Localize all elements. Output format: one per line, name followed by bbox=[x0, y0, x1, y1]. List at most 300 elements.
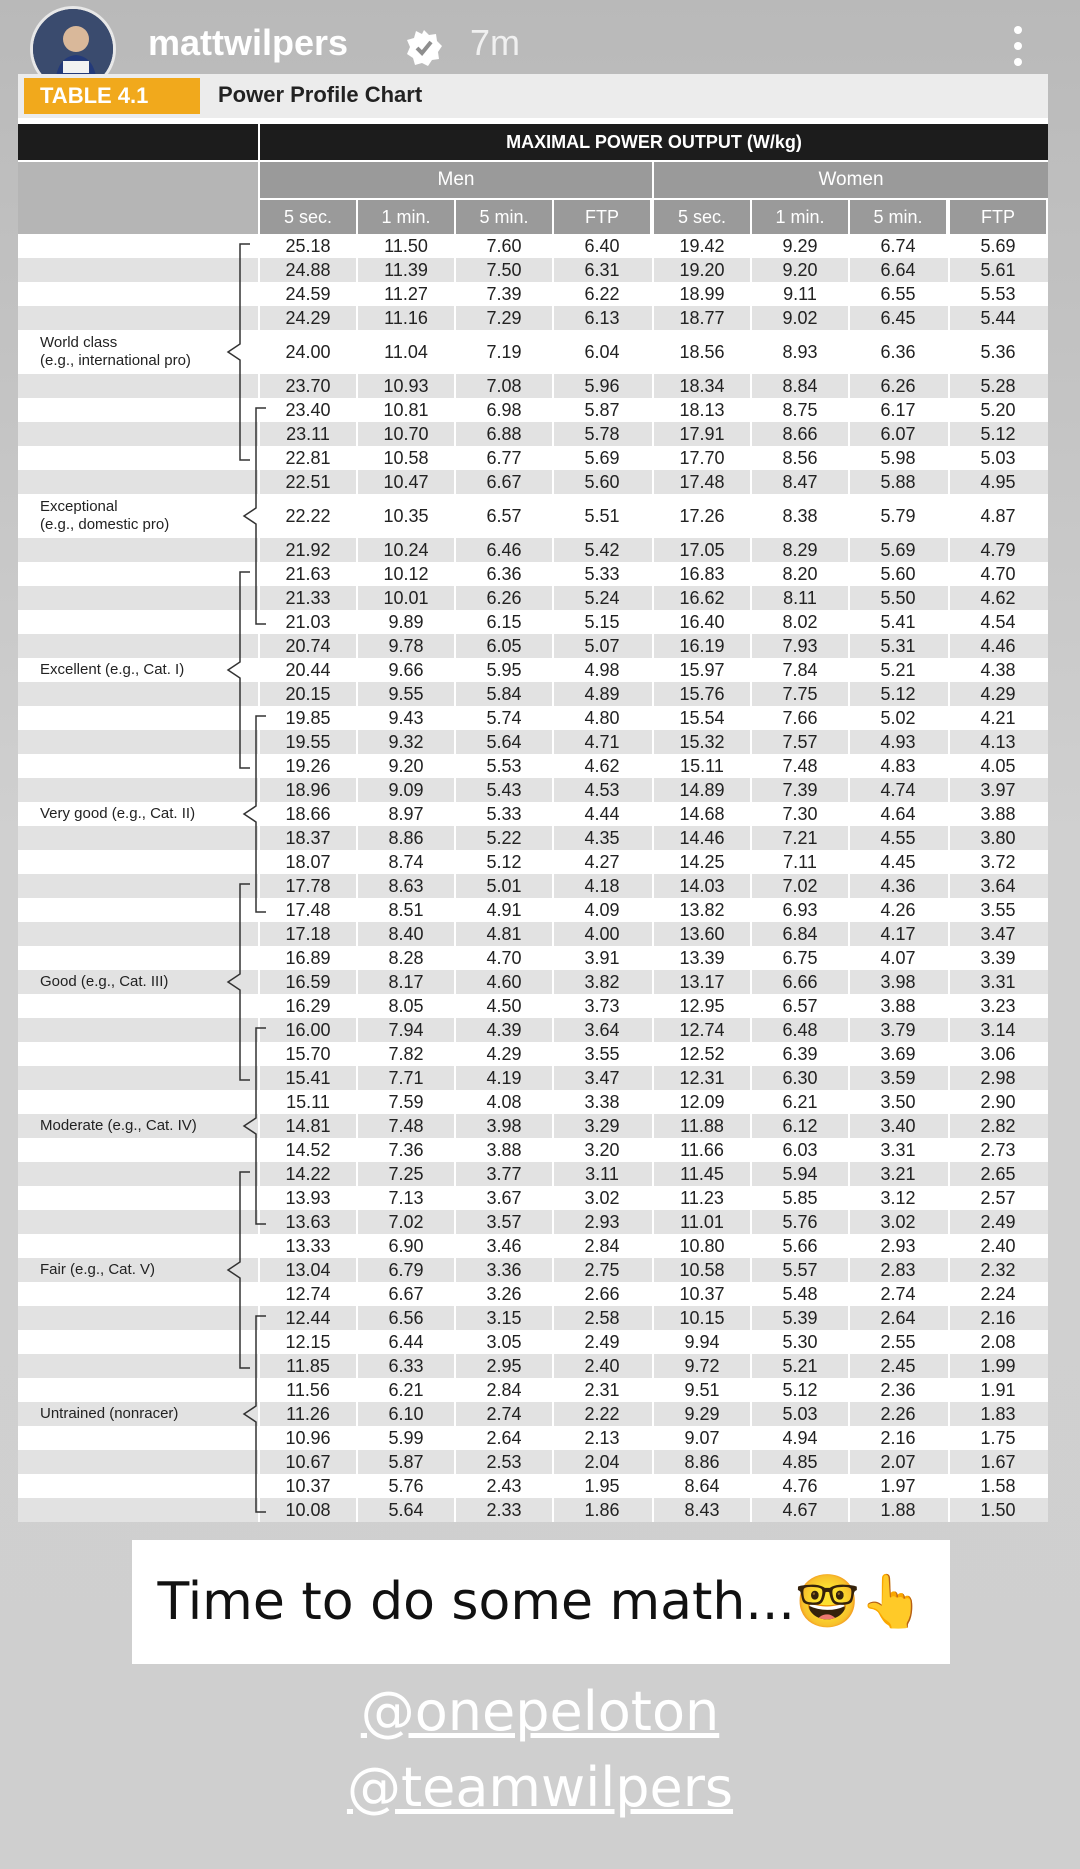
table-cell: 3.15 bbox=[486, 1307, 522, 1328]
table-cell: 4.98 bbox=[584, 659, 620, 680]
table-cell: 3.73 bbox=[584, 995, 620, 1016]
column-header: 5 sec. bbox=[654, 200, 750, 234]
table-cell: 2.82 bbox=[980, 1115, 1016, 1136]
table-cell: 2.74 bbox=[486, 1403, 522, 1424]
table-cell: 2.32 bbox=[980, 1259, 1016, 1280]
table-cell: 7.02 bbox=[388, 1211, 424, 1232]
table-cell: 5.41 bbox=[880, 611, 916, 632]
table-cell: 3.82 bbox=[584, 971, 620, 992]
table-cell: 14.46 bbox=[679, 827, 725, 848]
table-cell: 16.89 bbox=[285, 947, 331, 968]
table-cell: 1.50 bbox=[980, 1499, 1016, 1520]
table-cell: 1.97 bbox=[880, 1475, 916, 1496]
table-cell: 4.39 bbox=[486, 1019, 522, 1040]
table-cell: 3.20 bbox=[584, 1139, 620, 1160]
table-cell: 8.02 bbox=[782, 611, 818, 632]
table-cell: 4.19 bbox=[486, 1067, 522, 1088]
table-cell: 5.84 bbox=[486, 683, 522, 704]
table-cell: 7.57 bbox=[782, 731, 818, 752]
table-cell: 6.79 bbox=[388, 1259, 424, 1280]
category-bracket bbox=[244, 716, 266, 912]
table-cell: 19.85 bbox=[285, 707, 331, 728]
table-cell: 20.15 bbox=[285, 683, 331, 704]
table-cell: 6.30 bbox=[782, 1067, 818, 1088]
table-cell: 6.77 bbox=[486, 447, 522, 468]
table-cell: 4.08 bbox=[486, 1091, 522, 1112]
column-header: 1 min. bbox=[752, 200, 848, 234]
table-cell: 5.96 bbox=[584, 375, 620, 396]
table-cell: 12.31 bbox=[679, 1067, 725, 1088]
table-cell: 6.05 bbox=[486, 635, 522, 656]
table-cell: 3.67 bbox=[486, 1187, 522, 1208]
table-cell: 13.63 bbox=[285, 1211, 331, 1232]
table-cell: 18.66 bbox=[285, 803, 331, 824]
table-cell: 6.64 bbox=[880, 259, 916, 280]
table-cell: 6.10 bbox=[388, 1403, 424, 1424]
table-cell: 5.57 bbox=[782, 1259, 818, 1280]
table-cell: 4.62 bbox=[584, 755, 620, 776]
table-cell: 6.57 bbox=[486, 505, 522, 526]
table-cell: 18.37 bbox=[285, 827, 331, 848]
table-cell: 5.01 bbox=[486, 875, 522, 896]
table-cell: 15.32 bbox=[679, 731, 725, 752]
table-cell: 4.70 bbox=[486, 947, 522, 968]
table-cell: 2.24 bbox=[980, 1283, 1016, 1304]
table-cell: 6.13 bbox=[584, 307, 620, 328]
column-separator bbox=[552, 234, 554, 1522]
table-cell: 5.43 bbox=[486, 779, 522, 800]
category-label: Fair (e.g., Cat. V) bbox=[40, 1261, 156, 1278]
table-cell: 18.34 bbox=[679, 375, 725, 396]
table-cell: 9.78 bbox=[388, 635, 424, 656]
table-cell: 2.31 bbox=[584, 1379, 620, 1400]
table-cell: 10.08 bbox=[285, 1499, 331, 1520]
table-cell: 3.05 bbox=[486, 1331, 522, 1352]
table-cell: 2.73 bbox=[980, 1139, 1016, 1160]
table-cell: 5.12 bbox=[880, 683, 916, 704]
table-cell: 11.45 bbox=[680, 1163, 724, 1184]
table-cell: 17.70 bbox=[679, 447, 725, 468]
table-cell: 5.76 bbox=[388, 1475, 424, 1496]
table-cell: 4.64 bbox=[880, 803, 916, 824]
table-cell: 3.02 bbox=[880, 1211, 916, 1232]
table-cell: 8.64 bbox=[684, 1475, 720, 1496]
table-cell: 3.77 bbox=[486, 1163, 522, 1184]
table-cell: 3.11 bbox=[585, 1163, 619, 1184]
table-cell: 3.12 bbox=[880, 1187, 916, 1208]
table-cell: 3.38 bbox=[584, 1091, 620, 1112]
table-cell: 15.70 bbox=[285, 1043, 331, 1064]
mention-onepeloton[interactable]: @onepeloton bbox=[360, 1680, 720, 1743]
table-title: Power Profile Chart bbox=[218, 82, 423, 107]
table-cell: 4.87 bbox=[980, 505, 1016, 526]
table-cell: 3.29 bbox=[584, 1115, 620, 1136]
table-cell: 11.85 bbox=[286, 1355, 330, 1376]
table-cell: 5.64 bbox=[486, 731, 522, 752]
table-cell: 3.47 bbox=[980, 923, 1016, 944]
table-cell: 4.94 bbox=[782, 1427, 818, 1448]
table-cell: 2.74 bbox=[880, 1283, 916, 1304]
table-cell: 10.58 bbox=[383, 447, 429, 468]
table-cell: 6.15 bbox=[486, 611, 522, 632]
table-cell: 7.39 bbox=[782, 779, 818, 800]
table-cell: 3.91 bbox=[584, 947, 620, 968]
table-cell: 6.17 bbox=[880, 399, 916, 420]
mention-teamwilpers[interactable]: @teamwilpers bbox=[346, 1756, 734, 1819]
table-cell: 5.79 bbox=[880, 505, 916, 526]
table-cell: 6.21 bbox=[782, 1091, 818, 1112]
table-cell: 4.18 bbox=[584, 875, 620, 896]
table-cell: 4.00 bbox=[584, 923, 620, 944]
table-cell: 8.93 bbox=[782, 341, 818, 362]
table-cell: 2.04 bbox=[584, 1451, 620, 1472]
main-header: MAXIMAL POWER OUTPUT (W/kg) bbox=[260, 124, 1048, 160]
table-cell: 11.50 bbox=[384, 235, 428, 256]
table-cell: 5.87 bbox=[388, 1451, 424, 1472]
table-cell: 6.67 bbox=[486, 471, 522, 492]
table-cell: 21.33 bbox=[285, 587, 331, 608]
table-cell: 6.40 bbox=[584, 235, 620, 256]
table-cell: 7.08 bbox=[486, 375, 522, 396]
table-cell: 9.43 bbox=[388, 707, 424, 728]
table-cell: 6.12 bbox=[782, 1115, 818, 1136]
table-cell: 5.02 bbox=[880, 707, 916, 728]
table-cell: 5.69 bbox=[584, 447, 620, 468]
table-cell: 2.93 bbox=[880, 1235, 916, 1256]
table-cell: 6.33 bbox=[388, 1355, 424, 1376]
table-cell: 4.71 bbox=[584, 731, 620, 752]
table-cell: 18.77 bbox=[679, 307, 725, 328]
table-cell: 8.66 bbox=[782, 423, 818, 444]
table-cell: 5.53 bbox=[980, 283, 1016, 304]
table-cell: 16.40 bbox=[679, 611, 725, 632]
table-cell: 23.40 bbox=[285, 399, 331, 420]
category-label: Untrained (nonracer) bbox=[40, 1405, 179, 1422]
table-cell: 12.74 bbox=[679, 1019, 725, 1040]
table-cell: 8.75 bbox=[782, 399, 818, 420]
table-cell: 5.21 bbox=[880, 659, 916, 680]
table-cell: 1.88 bbox=[880, 1499, 916, 1520]
table-cell: 8.17 bbox=[388, 971, 424, 992]
table-cell: 9.29 bbox=[684, 1403, 720, 1424]
table-cell: 8.74 bbox=[388, 851, 424, 872]
table-cell: 3.36 bbox=[486, 1259, 522, 1280]
table-cell: 4.55 bbox=[880, 827, 916, 848]
table-cell: 7.30 bbox=[782, 803, 818, 824]
table-cell: 7.59 bbox=[388, 1091, 424, 1112]
table-cell: 4.46 bbox=[980, 635, 1016, 656]
table-cell: 10.70 bbox=[383, 423, 429, 444]
table-cell: 10.96 bbox=[285, 1427, 331, 1448]
table-cell: 7.25 bbox=[388, 1163, 424, 1184]
table-cell: 21.03 bbox=[285, 611, 331, 632]
table-cell: 4.27 bbox=[584, 851, 620, 872]
more-options-icon[interactable] bbox=[1000, 22, 1036, 70]
table-cell: 15.11 bbox=[286, 1091, 330, 1112]
table-cell: 7.75 bbox=[782, 683, 818, 704]
table-cell: 2.40 bbox=[584, 1355, 620, 1376]
table-cell: 7.94 bbox=[388, 1019, 424, 1040]
table-cell: 7.13 bbox=[388, 1187, 424, 1208]
table-cell: 18.99 bbox=[679, 283, 725, 304]
table-cell: 16.19 bbox=[679, 635, 725, 656]
table-cell: 7.66 bbox=[782, 707, 818, 728]
table-cell: 11.88 bbox=[680, 1115, 724, 1136]
table-cell: 6.26 bbox=[486, 587, 522, 608]
table-cell: 9.09 bbox=[388, 779, 424, 800]
table-cell: 16.00 bbox=[285, 1019, 331, 1040]
table-cell: 4.13 bbox=[980, 731, 1016, 752]
table-cell: 9.55 bbox=[388, 683, 424, 704]
category-label: Excellent (e.g., Cat. I) bbox=[40, 661, 185, 678]
table-cell: 3.14 bbox=[980, 1019, 1016, 1040]
verified-badge-icon bbox=[404, 28, 444, 68]
table-cell: 5.69 bbox=[880, 539, 916, 560]
table-cell: 8.47 bbox=[782, 471, 818, 492]
table-cell: 5.42 bbox=[584, 539, 620, 560]
table-cell: 2.36 bbox=[880, 1379, 916, 1400]
table-cell: 10.35 bbox=[383, 505, 429, 526]
table-cell: 5.95 bbox=[486, 659, 522, 680]
group-header-men: Men bbox=[260, 162, 652, 198]
table-cell: 10.37 bbox=[679, 1283, 725, 1304]
table-cell: 2.57 bbox=[980, 1187, 1016, 1208]
table-cell: 22.81 bbox=[285, 447, 331, 468]
table-cell: 6.74 bbox=[880, 235, 916, 256]
category-bracket bbox=[244, 1028, 266, 1224]
table-cell: 7.82 bbox=[388, 1043, 424, 1064]
table-cell: 2.66 bbox=[584, 1283, 620, 1304]
table-cell: 5.48 bbox=[782, 1283, 818, 1304]
table-cell: 6.88 bbox=[486, 423, 522, 444]
table-cell: 6.56 bbox=[388, 1307, 424, 1328]
table-cell: 22.51 bbox=[285, 471, 331, 492]
table-cell: 4.79 bbox=[980, 539, 1016, 560]
table-cell: 10.67 bbox=[285, 1451, 331, 1472]
table-cell: 11.66 bbox=[680, 1139, 724, 1160]
column-header: 5 min. bbox=[850, 200, 946, 234]
table-cell: 1.95 bbox=[584, 1475, 620, 1496]
table-cell: 10.81 bbox=[383, 399, 429, 420]
table-cell: 4.81 bbox=[486, 923, 522, 944]
column-separator bbox=[750, 234, 752, 1522]
table-cell: 14.03 bbox=[679, 875, 725, 896]
table-cell: 4.95 bbox=[980, 471, 1016, 492]
table-cell: 1.67 bbox=[980, 1451, 1016, 1472]
table-cell: 6.21 bbox=[388, 1379, 424, 1400]
table-cell: 4.45 bbox=[880, 851, 916, 872]
table-cell: 5.85 bbox=[782, 1187, 818, 1208]
table-cell: 5.94 bbox=[782, 1163, 818, 1184]
column-header: 5 min. bbox=[456, 200, 552, 234]
table-cell: 2.75 bbox=[584, 1259, 620, 1280]
table-cell: 7.11 bbox=[783, 851, 817, 872]
table-cell: 9.20 bbox=[782, 259, 818, 280]
table-cell: 8.20 bbox=[782, 563, 818, 584]
table-cell: 2.65 bbox=[980, 1163, 1016, 1184]
table-cell: 12.09 bbox=[679, 1091, 725, 1112]
table-cell: 19.20 bbox=[679, 259, 725, 280]
table-cell: 6.45 bbox=[880, 307, 916, 328]
table-cell: 7.48 bbox=[388, 1115, 424, 1136]
table-cell: 8.63 bbox=[388, 875, 424, 896]
table-cell: 4.53 bbox=[584, 779, 620, 800]
table-cell: 5.36 bbox=[980, 341, 1016, 362]
story-caption: Time to do some math...🤓👆 bbox=[132, 1540, 950, 1664]
table-cell: 11.23 bbox=[680, 1187, 724, 1208]
power-profile-chart-image bbox=[18, 74, 1048, 1520]
table-cell: 21.63 bbox=[285, 563, 331, 584]
table-cell: 2.58 bbox=[584, 1307, 620, 1328]
table-cell: 7.50 bbox=[486, 259, 522, 280]
column-header: FTP bbox=[554, 200, 650, 234]
table-cell: 10.01 bbox=[383, 587, 429, 608]
table-cell: 7.21 bbox=[782, 827, 818, 848]
table-cell: 5.53 bbox=[486, 755, 522, 776]
table-cell: 10.15 bbox=[679, 1307, 725, 1328]
table-cell: 4.36 bbox=[880, 875, 916, 896]
table-cell: 23.70 bbox=[285, 375, 331, 396]
table-cell: 8.11 bbox=[783, 587, 817, 608]
table-cell: 2.98 bbox=[980, 1067, 1016, 1088]
table-cell: 19.42 bbox=[679, 235, 725, 256]
table-cell: 5.12 bbox=[782, 1379, 818, 1400]
category-label: World class (e.g., international pro) bbox=[40, 334, 191, 369]
table-cell: 10.12 bbox=[383, 563, 429, 584]
table-cell: 14.89 bbox=[679, 779, 725, 800]
table-cell: 2.40 bbox=[980, 1235, 1016, 1256]
table-cell: 12.95 bbox=[679, 995, 725, 1016]
table-cell: 5.60 bbox=[880, 563, 916, 584]
column-separator bbox=[356, 234, 358, 1522]
table-cell: 7.36 bbox=[388, 1139, 424, 1160]
table-cell: 2.95 bbox=[486, 1355, 522, 1376]
table-cell: 5.12 bbox=[980, 423, 1016, 444]
table-cell: 1.86 bbox=[584, 1499, 620, 1520]
table-cell: 3.80 bbox=[980, 827, 1016, 848]
table-cell: 3.98 bbox=[486, 1115, 522, 1136]
table-cell: 9.89 bbox=[388, 611, 424, 632]
table-cell: 8.86 bbox=[684, 1451, 720, 1472]
table-cell: 5.28 bbox=[980, 375, 1016, 396]
username[interactable]: mattwilpers bbox=[148, 22, 349, 63]
table-cell: 7.39 bbox=[486, 283, 522, 304]
table-cell: 7.19 bbox=[486, 341, 522, 362]
table-cell: 1.75 bbox=[980, 1427, 1016, 1448]
category-label: Very good (e.g., Cat. II) bbox=[40, 805, 196, 822]
table-cell: 6.75 bbox=[782, 947, 818, 968]
table-cell: 19.26 bbox=[285, 755, 331, 776]
table-cell: 10.58 bbox=[679, 1259, 725, 1280]
table-cell: 5.51 bbox=[584, 505, 620, 526]
table-cell: 13.39 bbox=[679, 947, 725, 968]
column-separator bbox=[948, 234, 950, 1522]
table-cell: 6.07 bbox=[880, 423, 916, 444]
table-cell: 2.90 bbox=[980, 1091, 1016, 1112]
table-cell: 6.46 bbox=[486, 539, 522, 560]
table-cell: 12.52 bbox=[679, 1043, 725, 1064]
table-cell: 24.88 bbox=[285, 259, 331, 280]
table-cell: 6.22 bbox=[584, 283, 620, 304]
table-cell: 6.44 bbox=[388, 1331, 424, 1352]
table-cell: 15.11 bbox=[680, 755, 724, 776]
table-cell: 4.62 bbox=[980, 587, 1016, 608]
group-header-women: Women bbox=[654, 162, 1048, 198]
table-cell: 7.02 bbox=[782, 875, 818, 896]
table-cell: 13.33 bbox=[285, 1235, 331, 1256]
table-cell: 9.94 bbox=[684, 1331, 720, 1352]
table-cell: 5.03 bbox=[782, 1403, 818, 1424]
table-cell: 3.39 bbox=[980, 947, 1016, 968]
table-cell: 8.28 bbox=[388, 947, 424, 968]
table-cell: 13.17 bbox=[679, 971, 725, 992]
category-bracket bbox=[228, 1172, 250, 1368]
table-cell: 2.08 bbox=[980, 1331, 1016, 1352]
table-cell: 5.87 bbox=[584, 399, 620, 420]
table-cell: 21.92 bbox=[285, 539, 331, 560]
table-cell: 4.50 bbox=[486, 995, 522, 1016]
table-cell: 5.15 bbox=[584, 611, 620, 632]
table-cell: 22.22 bbox=[285, 505, 331, 526]
category-label: Exceptional (e.g., domestic pro) bbox=[40, 498, 170, 533]
table-cell: 2.49 bbox=[584, 1331, 620, 1352]
table-cell: 4.89 bbox=[584, 683, 620, 704]
table-cell: 2.45 bbox=[880, 1355, 916, 1376]
table-cell: 3.21 bbox=[880, 1163, 916, 1184]
table-cell: 2.49 bbox=[980, 1211, 1016, 1232]
table-cell: 4.83 bbox=[880, 755, 916, 776]
table-cell: 17.26 bbox=[679, 505, 725, 526]
table-cell: 5.39 bbox=[782, 1307, 818, 1328]
table-cell: 4.29 bbox=[486, 1043, 522, 1064]
column-separator bbox=[454, 234, 456, 1522]
table-cell: 25.18 bbox=[285, 235, 331, 256]
table-cell: 4.05 bbox=[980, 755, 1016, 776]
table-cell: 3.59 bbox=[880, 1067, 916, 1088]
table-cell: 9.72 bbox=[684, 1355, 720, 1376]
table-cell: 2.33 bbox=[486, 1499, 522, 1520]
table-cell: 10.47 bbox=[383, 471, 429, 492]
table-cell: 7.60 bbox=[486, 235, 522, 256]
table-cell: 3.88 bbox=[880, 995, 916, 1016]
table-cell: 7.48 bbox=[782, 755, 818, 776]
table-cell: 8.29 bbox=[782, 539, 818, 560]
table-cell: 8.84 bbox=[782, 375, 818, 396]
post-timestamp: 7m bbox=[470, 22, 521, 63]
table-cell: 8.43 bbox=[684, 1499, 720, 1520]
table-cell: 3.55 bbox=[584, 1043, 620, 1064]
column-separator bbox=[652, 234, 654, 1522]
table-cell: 2.55 bbox=[880, 1331, 916, 1352]
table-cell: 4.07 bbox=[880, 947, 916, 968]
table-cell: 2.83 bbox=[880, 1259, 916, 1280]
table-cell: 1.91 bbox=[980, 1379, 1016, 1400]
table-cell: 4.38 bbox=[980, 659, 1016, 680]
table-cell: 4.80 bbox=[584, 707, 620, 728]
table-cell: 4.54 bbox=[980, 611, 1016, 632]
table-cell: 2.16 bbox=[880, 1427, 916, 1448]
table-cell: 14.68 bbox=[679, 803, 725, 824]
table-cell: 6.55 bbox=[880, 283, 916, 304]
table-cell: 24.00 bbox=[285, 341, 331, 362]
category-bracket bbox=[244, 408, 266, 624]
table-cell: 5.03 bbox=[980, 447, 1016, 468]
table-cell: 3.50 bbox=[880, 1091, 916, 1112]
category-bracket bbox=[228, 244, 250, 460]
table-number-tag: TABLE 4.1 bbox=[24, 78, 200, 114]
table-cell: 13.93 bbox=[285, 1187, 331, 1208]
table-cell: 11.27 bbox=[384, 283, 428, 304]
